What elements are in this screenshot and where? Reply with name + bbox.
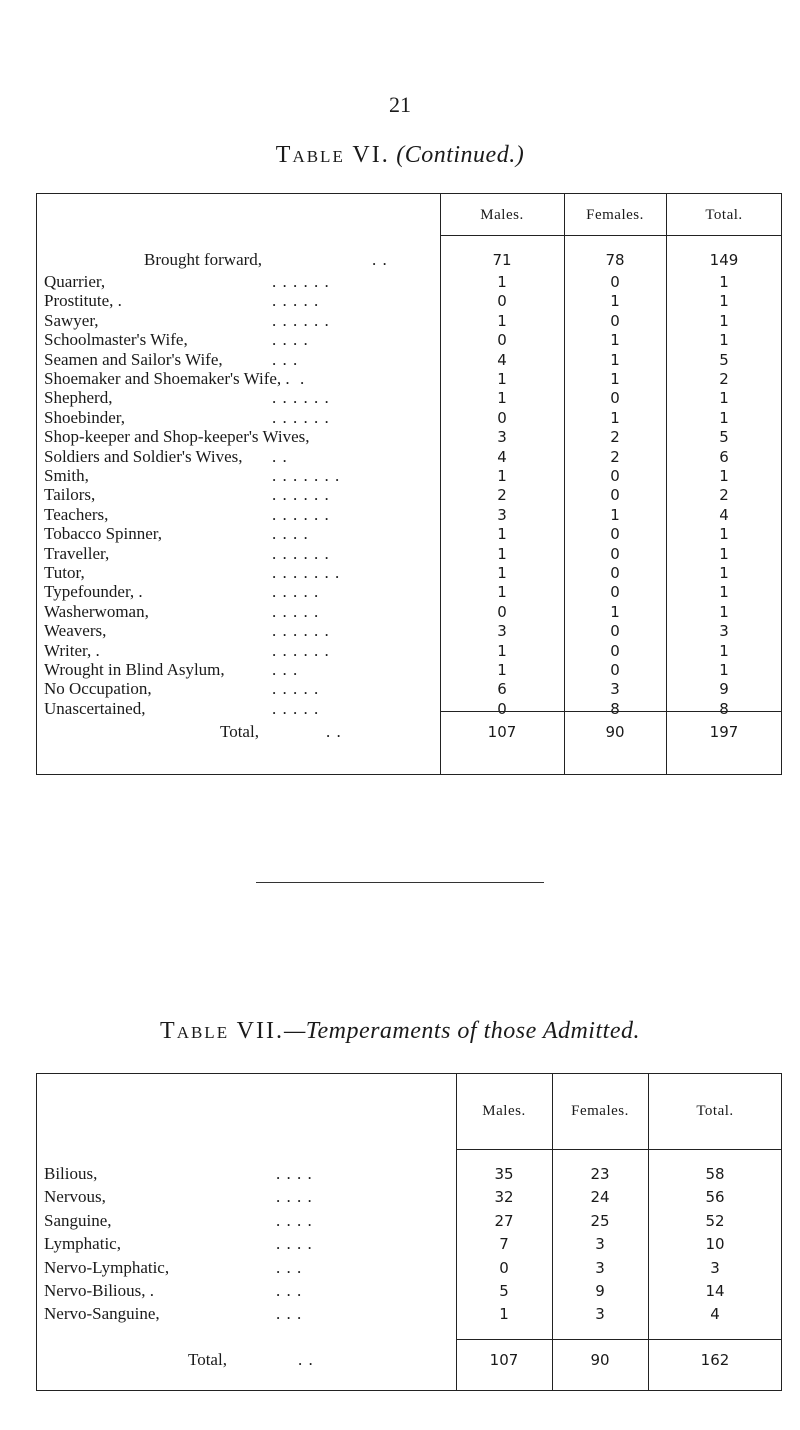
total-value: 8 xyxy=(719,699,729,718)
females-value: 1 xyxy=(610,505,620,524)
total-value: 5 xyxy=(719,428,729,447)
males-value: 107 xyxy=(487,723,517,741)
males-value: 3 xyxy=(497,428,507,447)
total-value: 149 xyxy=(709,251,739,269)
males-value: 0 xyxy=(497,331,507,350)
total-value: 2 xyxy=(719,486,729,505)
males-value: 0 xyxy=(497,408,507,427)
column-rule xyxy=(552,1073,553,1391)
total-value: 1 xyxy=(719,331,729,350)
table-6-caption-rest: (Continued.) xyxy=(396,142,525,168)
males-value: 1 xyxy=(497,661,507,679)
row-label: Quarrier, xyxy=(44,272,106,291)
table-row xyxy=(36,1280,782,1302)
females-value: 0 xyxy=(610,486,620,505)
males-value: 0 xyxy=(499,1258,509,1277)
females-value: 0 xyxy=(610,273,620,291)
row-leader-dots: . . . . . xyxy=(272,601,320,621)
females-value: 23 xyxy=(590,1165,610,1183)
section-divider xyxy=(256,882,544,883)
table-7-caption-lead: Table VII. xyxy=(160,1018,284,1044)
row-leader-dots: . . . . . . xyxy=(272,504,330,524)
row-leader-dots: . . . . xyxy=(272,524,309,544)
row-leader-dots: . . xyxy=(326,722,342,741)
males-value: 4 xyxy=(497,350,507,369)
row-label: Nervo-Sanguine, xyxy=(44,1304,160,1324)
females-value: 0 xyxy=(610,311,620,330)
total-value: 2 xyxy=(719,370,729,388)
males-value: 1 xyxy=(497,389,507,408)
total-value: 1 xyxy=(719,525,729,544)
females-value: 0 xyxy=(610,622,620,641)
total-value: 1 xyxy=(719,602,729,621)
row-label: Unascertained, xyxy=(44,698,146,718)
females-value: 25 xyxy=(590,1211,610,1230)
females-value: 8 xyxy=(610,699,620,718)
total-value: 1 xyxy=(719,467,729,485)
table-bottom-rule xyxy=(36,1390,782,1391)
females-value: 2 xyxy=(610,447,620,466)
females-value: 24 xyxy=(590,1188,610,1207)
table-6 xyxy=(36,193,782,775)
males-value: 1 xyxy=(499,1305,509,1324)
males-value: 1 xyxy=(497,273,507,291)
row-label: Wrought in Blind Asylum, xyxy=(44,660,225,679)
row-label: Bilious, xyxy=(44,1164,98,1183)
row-leader-dots: . . . . . xyxy=(272,291,320,311)
total-value: 14 xyxy=(705,1282,725,1300)
males-value: 1 xyxy=(497,564,507,582)
males-value: 3 xyxy=(497,505,507,524)
row-leader-dots: . . . . . xyxy=(272,679,320,699)
row-label: Seamen and Sailor's Wife, xyxy=(44,349,223,369)
total-rule xyxy=(440,711,782,712)
page-number: 21 xyxy=(389,92,411,117)
females-value: 90 xyxy=(590,1351,610,1369)
males-value: 1 xyxy=(497,370,507,388)
table-7-caption-rest: —Temperaments of those Admitted. xyxy=(283,1018,640,1044)
row-label: Nervo-Lymphatic, xyxy=(44,1257,170,1277)
total-value: 1 xyxy=(719,661,729,679)
table-7 xyxy=(36,1073,782,1391)
females-value: 0 xyxy=(610,661,620,679)
column-header-total: Total. xyxy=(696,1103,734,1119)
row-leader-dots: . . . . . . xyxy=(272,388,330,408)
row-label: Total, xyxy=(220,722,259,741)
total-value: 3 xyxy=(719,622,729,641)
females-value: 1 xyxy=(610,331,620,350)
females-value: 78 xyxy=(605,251,625,269)
total-rule xyxy=(456,1339,782,1340)
females-value: 2 xyxy=(610,428,620,447)
table-row xyxy=(36,1233,782,1255)
total-value: 1 xyxy=(719,564,729,582)
row-leader-dots: . . . . . . xyxy=(272,543,330,563)
row-leader-dots: . . xyxy=(298,1350,314,1369)
row-leader-dots: . . . . . . . xyxy=(272,563,341,582)
males-value: 35 xyxy=(494,1165,514,1183)
row-leader-dots: . . . . . xyxy=(272,582,320,602)
total-value: 6 xyxy=(719,447,729,466)
table-6-caption-lead: Table VI. xyxy=(275,142,390,168)
row-label: Total, xyxy=(188,1350,227,1369)
row-leader-dots: . . . . . xyxy=(272,698,320,718)
total-value: 9 xyxy=(719,680,729,699)
females-value: 1 xyxy=(610,350,620,369)
females-value: 1 xyxy=(610,292,620,311)
row-label: Writer, . xyxy=(44,640,100,660)
males-value: 3 xyxy=(497,622,507,641)
row-leader-dots: . . . . . . xyxy=(272,621,330,641)
row-leader-dots: . . xyxy=(372,250,388,269)
total-value: 58 xyxy=(705,1165,725,1183)
total-value: 162 xyxy=(700,1351,730,1369)
row-leader-dots: . . . . xyxy=(276,1234,313,1254)
males-value: 4 xyxy=(497,447,507,466)
males-value: 1 xyxy=(497,544,507,563)
total-value: 52 xyxy=(705,1211,725,1230)
table-7-caption xyxy=(0,1018,800,1045)
total-value: 5 xyxy=(719,350,729,369)
males-value: 1 xyxy=(497,641,507,660)
males-value: 1 xyxy=(497,583,507,602)
females-value: 9 xyxy=(595,1282,605,1300)
row-label: Tobacco Spinner, xyxy=(44,524,163,544)
females-value: 0 xyxy=(610,467,620,485)
total-value: 10 xyxy=(705,1235,725,1254)
column-header-females: Females. xyxy=(586,207,644,223)
females-value: 0 xyxy=(610,389,620,408)
females-value: 3 xyxy=(595,1258,605,1277)
column-rule xyxy=(456,1073,457,1391)
row-leader-dots: . . . . xyxy=(276,1187,313,1207)
table-right-rule xyxy=(781,1073,782,1391)
row-label: Typefounder, . xyxy=(44,582,143,602)
table-row xyxy=(36,1163,782,1185)
row-label: Teachers, xyxy=(44,504,109,524)
females-value: 3 xyxy=(610,680,620,699)
males-value: 1 xyxy=(497,467,507,485)
total-row xyxy=(36,721,782,743)
row-leader-dots: . . . . xyxy=(276,1210,313,1230)
column-rule xyxy=(648,1073,649,1391)
males-value: 0 xyxy=(497,602,507,621)
column-header-females: Females. xyxy=(571,1103,629,1119)
row-leader-dots: . . . xyxy=(272,349,299,369)
header-rule xyxy=(440,235,782,236)
table-row xyxy=(36,1257,782,1279)
females-value: 0 xyxy=(610,564,620,582)
row-label: Smith, xyxy=(44,466,89,485)
females-value: 1 xyxy=(610,370,620,388)
total-value: 1 xyxy=(719,292,729,311)
row-leader-dots: . . . xyxy=(276,1257,303,1277)
row-leader-dots: . . . . xyxy=(276,1164,313,1183)
row-label: Traveller, xyxy=(44,543,110,563)
total-value: 1 xyxy=(719,389,729,408)
total-value: 197 xyxy=(709,723,739,741)
row-label: Lymphatic, xyxy=(44,1234,121,1254)
total-value: 3 xyxy=(710,1258,720,1277)
total-value: 1 xyxy=(719,641,729,660)
row-label: Brought forward, xyxy=(144,250,263,269)
total-value: 1 xyxy=(719,311,729,330)
males-value: 32 xyxy=(494,1188,514,1207)
table-row xyxy=(36,1303,782,1325)
row-label: Tutor, xyxy=(44,563,85,582)
males-value: 107 xyxy=(489,1351,519,1369)
total-value: 1 xyxy=(719,583,729,602)
row-label: Sawyer, xyxy=(44,310,99,330)
total-value: 1 xyxy=(719,544,729,563)
total-value: 1 xyxy=(719,408,729,427)
row-label: Shoemaker and Shoemaker's Wife, . xyxy=(44,369,290,388)
row-leader-dots: . . . . . . xyxy=(272,310,330,330)
row-leader-dots: . . . xyxy=(276,1281,303,1300)
row-label: Soldiers and Soldier's Wives, xyxy=(44,446,243,466)
row-leader-dots: . . . xyxy=(276,1304,303,1324)
row-leader-dots: . . . xyxy=(272,660,299,679)
females-value: 90 xyxy=(605,723,625,741)
females-value: 0 xyxy=(610,641,620,660)
row-leader-dots: . . xyxy=(272,446,288,466)
row-leader-dots: . . . . . . xyxy=(272,640,330,660)
females-value: 1 xyxy=(610,408,620,427)
males-value: 6 xyxy=(497,680,507,699)
males-value: 27 xyxy=(494,1211,514,1230)
females-value: 0 xyxy=(610,525,620,544)
row-leader-dots: . . . . . . xyxy=(272,272,330,291)
table-row xyxy=(36,1210,782,1232)
row-leader-dots: . xyxy=(300,369,306,388)
females-value: 0 xyxy=(610,583,620,602)
table-6-caption xyxy=(0,142,800,169)
total-value: 4 xyxy=(719,505,729,524)
row-label: Shepherd, xyxy=(44,388,113,408)
row-label: Sanguine, xyxy=(44,1210,112,1230)
column-header-males: Males. xyxy=(482,1103,526,1119)
row-label: Nervous, xyxy=(44,1187,106,1207)
column-header-total: Total. xyxy=(705,207,743,223)
males-value: 0 xyxy=(497,699,507,718)
table-row xyxy=(36,1186,782,1208)
females-value: 3 xyxy=(595,1305,605,1324)
males-value: 71 xyxy=(492,251,512,269)
row-label: Weavers, xyxy=(44,621,107,641)
total-value: 1 xyxy=(719,273,729,291)
row-label: Schoolmaster's Wife, xyxy=(44,330,188,350)
females-value: 3 xyxy=(595,1235,605,1254)
brought-forward-row xyxy=(36,249,782,271)
row-label: Nervo-Bilious, . xyxy=(44,1281,155,1300)
table-top-rule xyxy=(36,1073,782,1074)
total-value: 56 xyxy=(705,1188,725,1207)
table-top-rule xyxy=(36,193,782,194)
total-row xyxy=(36,1349,782,1371)
males-value: 2 xyxy=(497,486,507,505)
males-value: 1 xyxy=(497,525,507,544)
males-value: 7 xyxy=(499,1235,509,1254)
males-value: 5 xyxy=(499,1282,509,1300)
table-bottom-rule xyxy=(36,774,782,775)
column-header-males: Males. xyxy=(480,207,524,223)
row-leader-dots: . . . . . . xyxy=(272,485,330,505)
males-value: 1 xyxy=(497,311,507,330)
table-row xyxy=(36,698,782,720)
row-leader-dots: . . . . . . . xyxy=(272,466,341,485)
row-label: Tailors, xyxy=(44,485,96,505)
row-label: Shoebinder, xyxy=(44,407,125,427)
males-value: 0 xyxy=(497,292,507,311)
total-value: 4 xyxy=(710,1305,720,1324)
row-label: No Occupation, xyxy=(44,679,152,699)
header-rule xyxy=(456,1149,782,1150)
row-leader-dots: . . . . xyxy=(272,330,309,350)
row-label: Shop-keeper and Shop-keeper's Wives, xyxy=(44,427,310,447)
females-value: 1 xyxy=(610,602,620,621)
row-label: Washerwoman, xyxy=(44,601,149,621)
row-label: Prostitute, . xyxy=(44,291,122,311)
row-leader-dots: . . . . . . xyxy=(272,407,330,427)
females-value: 0 xyxy=(610,544,620,563)
table-left-rule xyxy=(36,1073,37,1391)
